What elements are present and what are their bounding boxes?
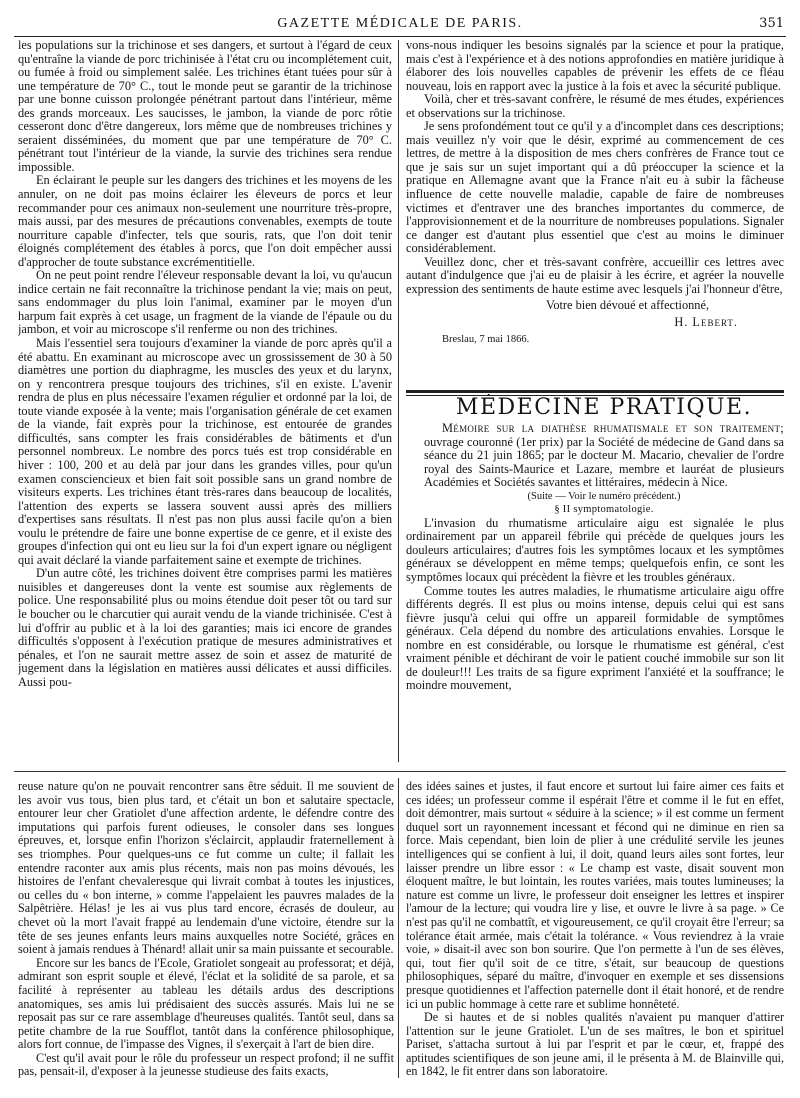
place-date: Breslau, 7 mai 1866. bbox=[442, 334, 530, 346]
paragraph: Mais l'essentiel sera toujours d'examiner la viande de porc après qu'il a été abattu. En examinant au microscope avec un grossissement de 30 à 50 diamètres une portion du diaphragme, les muscles des yeux et du larynx, on y rencontrera presque toujours des trichines, s'il en existe. L'avenir rendra de plus en plus nécessaire l'examen régulier et ordonné par la loi, de toute viande exposée à la vente; mais l'organisation générale de cet examen de la viande, fait exprès pour la trichinose, est entourée de grandes difficultés, sans compter les frais considérables de bâtiments et d'un personnel nombreux. Le nombre des porcs tués est trop considérable en hiver : 100, 200 et au delà par jour dans les grandes villes, pour qu'un examen consciencieux et bien fait soit possible sans un grand nombre de visiteurs experts. Les trichines étant très-rares dans beaucoup de localités, l'attention des experts se lassera souvent aussi après des milliers d'expertises sans résultats. Il n'est pas non plus aussi facile qu'on a bien voulu le prétendre de faire une bonne expertise de ce genre, et il existe des groupes d'infection qui ont eu lieu sur la foi d'un expert ignare ou négligent qui avait déclaré la viande parfaitement saine et exempte de trichines. bbox=[18, 336, 392, 567]
column-left-bottom bbox=[18, 780, 394, 1080]
page-header bbox=[14, 14, 786, 37]
paragraph: C'est qu'il avait pour le rôle du professeur un respect profond; il ne suffit pas, pensait-il, d'exposer à la jeunesse studieuse des faits exacts, bbox=[18, 1050, 394, 1079]
paragraph: On ne peut point rendre l'éleveur responsable devant la loi, vu qu'aucun indice certain ne fait reconnaître la trichinose pendant la vie; mais on peut, sans endommager du plus loin l'animal, examiner par le moyen d'un harpum fait exprès à cet usage, un fragment de la viande de l'épaule ou du jambon, et voir au microscope s'il renferme ou non des trichines. bbox=[18, 268, 392, 337]
paragraph: Voilà, cher et très-savant confrère, le résumé de mes études, expériences et observations sur la trichinose. bbox=[406, 92, 784, 120]
paragraph: De si hautes et de si nobles qualités n'avaient pu manquer d'attirer l'attention sur le jeune Gratiolet. L'un de ses maîtres, le bon et spirituel Pariset, s'attacha surtout à lui par l'esprit et par le cœur, et, frappé des aptitudes scientifiques de son jeune ami, il le présenta à M. de Blainville qui, en 1842, le fit entrer dans son laboratoire. bbox=[406, 1010, 784, 1079]
column-right-bottom bbox=[406, 780, 784, 1080]
paragraph: Encore sur les bancs de l'Ecole, Gratiolet songeait au professorat; et déjà, admirant son esprit souple et élevé, l'éclat et la solidité de sa parole, et sa facilité à représenter au tableau les détails ardus des descriptions anatomiques, ses amis lui prédisaient des succès assurés. Mais lui ne se reposait pas sur ce rare assemblage d'heureuses qualités. Tantôt seul, dans sa petite chambre de la rue Soufflot, tantôt dans la conférence philosophique, alors fort connue, de l'impasse des Vignes, il s'exerçait à l'art de bien dire. bbox=[18, 955, 394, 1052]
section-rule-thick bbox=[406, 390, 784, 393]
page-number: 351 bbox=[759, 16, 784, 31]
paragraph: En éclairant le peuple sur les dangers des trichines et les moyens de les annuler, on ne doit pas moins éclairer les éleveurs de porcs et leur recommander pour ces animaux non-seulement une nourriture très-propre, mais aussi, par des mesures de précautions convenables, exempts de toute nourriture capable d'infecter, tels que souris, rats, que l'on doit tenir éloignés complétement des étables à porcs, que l'on doit empêcher aussi d'approcher de toute substance excrémentitielle. bbox=[18, 173, 392, 269]
memoire-heading bbox=[406, 422, 784, 490]
letter-closing: Votre bien dévoué et affectionné, bbox=[546, 298, 710, 313]
paragraph: D'un autre côté, les trichines doivent être comprises parmi les matières nuisibles et dangereuses dont la vente est soumise aux règlements de police. Une responsabilité plus ou moins étendue doit peser tôt ou tard sur le boucher ou le charcutier qui aurait vendu de la viande trichinisée. C'est à lui d'offrir au public et à la loi des garanties; mais ici encore de grandes difficultés s'opposent à l'exécution pratique de mesures administratives et pénales, et l'on ne saurait mettre assez de soin et assez de maturité de jugement dans la législation en matières aussi délicates et aussi difficiles. Aussi pou- bbox=[18, 566, 392, 689]
memoire-title: Mémoire sur la diathèse rhumatismale et son traitement; bbox=[442, 421, 784, 435]
paragraph: reuse nature qu'on ne pouvait rencontrer sans être séduit. Il me souvient de les avoir vus tous, bien plus tard, et c'était un bon et salutaire spectacle, entourer leur cher Gratiolet d'une affection ardente, le défendre contre des imputations qui parfois furent odieuses, le consoler dans ses longues épreuves, et, lorsque enfin l'horizon s'éclaircit, applaudir fraternellement à ses triomphes. Pour quelques-uns ce fut comme un culte; il fallait les entendre raconter aux amis plus récents, mais non pas moins dévoués, les histoires de l'enfant chevaleresque qui livrait combat à toutes les injustices, ou celles du « bon interne, » comme l'appelaient les pauvres malades de la Salpêtrière. Hélas! je les ai vus plus tard encore, écrasés de douleur, au chevet où la mort l'avait frappé au lendemain d'une victoire, étendre sur la tête de ses jeunes enfants leurs mains auxquelles notre Société, grâces en soient à jamais rendues à Thénard! allait unir sa main puissante et secourable. bbox=[18, 780, 394, 957]
memoire-description: ouvrage couronné (1er prix) par la Société de médecine de Gand dans sa séance du 21 juin 1865; par le docteur M. Macario, chevalier de l'ordre royal des Saints-Maurice et Lazare, membre et lauréat de plusieurs Académies et Sociétés savantes et littéraires, médecin à Nice. bbox=[424, 434, 784, 490]
section-divider bbox=[14, 771, 786, 772]
letter-signature: H. Lebert. bbox=[674, 314, 738, 329]
paragraph: des idées saines et justes, il faut encore et surtout lui faire aimer ces faits et ces idées; un professeur comme il espérait l'être et comme il le fut en effet, doit démontrer, mais surtout « séduire à la science; » il est comme un ferment duquel sort un rayonnement incessant et fécond qui ne diminue en rien sa force. Mais cependant, bien loin de plier à une crédulité servile les jeunes intelligences qui se confient à lui, il doit, quand leurs ailes sont fortes, leur laisser prendre un libre essor : « Le champ est vaste, disait souvent mon éloquent maître, le but lointain, les routes variées, mais toutes lumineuses; la nature est comme un livre, le professeur doit enseigner les lettres et inspirer l'amour de la lecture; qui voudra lire y lise, et ouvre le livre à sa page. » Ce n'est pas qu'il ne combattît, et vigoureusement, ce qu'il croyait être l'erreur; sa tolérance était armée, mais c'était la tolérance. « Vous reviendrez à la vraie voie, » disait-il avec son bon sourire. Que l'on permette à l'un de ses élèves, qui, tout fier qu'il soit de ce titre, s'était, sur beaucoup de questions philosophiques, séparé du maître, d'invoquer en exemple et ses dissensions presque quotidiennes et l'affection paternelle dont il était honoré, et de rendre ici un public hommage à cette rare et sublime honnêteté. bbox=[406, 780, 784, 1011]
paragraph: les populations sur la trichinose et ses dangers, et surtout à l'égard de ceux qu'entraîne la viande de porc trichinisée à l'état cru ou incomplétement cuit, ou fumée à froid ou simplement salée. Les trichines étant tuées pour sûr à une température de 70° C., tout le monde peut se garantir de la trichinose par une bonne cuisson prolongée pénétrant partout dans l'intérieur, même des grands morceaux. Les saucisses, le jambon, la viande de porc rôtie cesseront donc d'être dangereux, lors même que de nombreuses trichines y seraient disséminées, du moment que par une température de 70° C. pénétrant tout l'intérieur de la viande, la survie des trichines sera rendue impossible. bbox=[18, 39, 392, 174]
continuation-note: (Suite — Voir le numéro précédent.) bbox=[527, 490, 681, 502]
section-title: MÉDECINE PRATIQUE. bbox=[455, 395, 753, 420]
column-divider-bottom bbox=[398, 778, 399, 1078]
subsection-heading: § II symptomatologie. bbox=[554, 504, 654, 516]
paragraph: L'invasion du rhumatisme articulaire aigu est signalée le plus ordinairement par un appareil fébrile qui précède de quelques jours les douleurs articulaires; d'autres fois les symptômes locaux et les symptômes généraux se développent en même temps; quelquefois enfin, ce sont les symptômes locaux qui précèdent la fièvre et les troubles généraux. bbox=[406, 515, 784, 585]
paragraph: Veuillez donc, cher et très-savant confrère, accueillir ces lettres avec autant d'indulgence que j'ai eu de plaisir à les écrire, et agréer la nouvelle expression des sentiments de haute estime avec lesquels j'ai l'honneur d'être, bbox=[406, 254, 784, 296]
paragraph: Comme toutes les autres maladies, le rhumatisme articulaire aigu offre différents degrés. Il est plus ou moins intense, depuis celui qui est sans fièvre jusqu'à celui qui offre un appareil formidable de symptômes généraux. Cela dépend du nombre des articulations envahies. Lorsque le nombre en est considérable, ou lorsque le rhumatisme est général, c'est vraiment pénible et déchirant de voir le patient couché immobile sur son lit de douleur!!! Les traits de sa figure expriment l'anxiété et la souffrance; le moindre mouvement, bbox=[406, 583, 784, 693]
column-left-top bbox=[18, 39, 392, 761]
column-right-letter bbox=[406, 39, 784, 389]
column-right-medecine bbox=[406, 394, 784, 766]
paragraph: Je sens profondément tout ce qu'il y a d'incomplet dans ces descriptions; mais veuillez n'y voir que le désir, exprimé au commencement de ces lettres, de mettre à la disposition de mes chers confrères de France tout ce que je sais sur un sujet important qui a dû préoccuper la science et la pratique en Allemagne avant que la France n'ait eu à subir la fâcheuse influence de cette nouvelle maladie, capable de faire de nombreuses victimes et d'entraver une des branches importantes du commerce, de l'approvisionnement et de la nourriture de nombreuses populations. Signaler ce danger est d'autant plus essentiel que c'est au moins le diminuer considérablement. bbox=[406, 119, 784, 256]
journal-title: GAZETTE MÉDICALE DE PARIS. bbox=[277, 16, 523, 31]
column-divider-top bbox=[398, 40, 399, 762]
paragraph: vons-nous indiquer les besoins signalés par la science et pour la pratique, mais c'est à l'expérience et à des notions approfondies en matière juridique à élaborer des lois nouvelles capables de prévenir les effets de ce fléau nouveau, lois en rapport avec la justice à la fois et avec la sécurité publique. bbox=[406, 39, 784, 93]
